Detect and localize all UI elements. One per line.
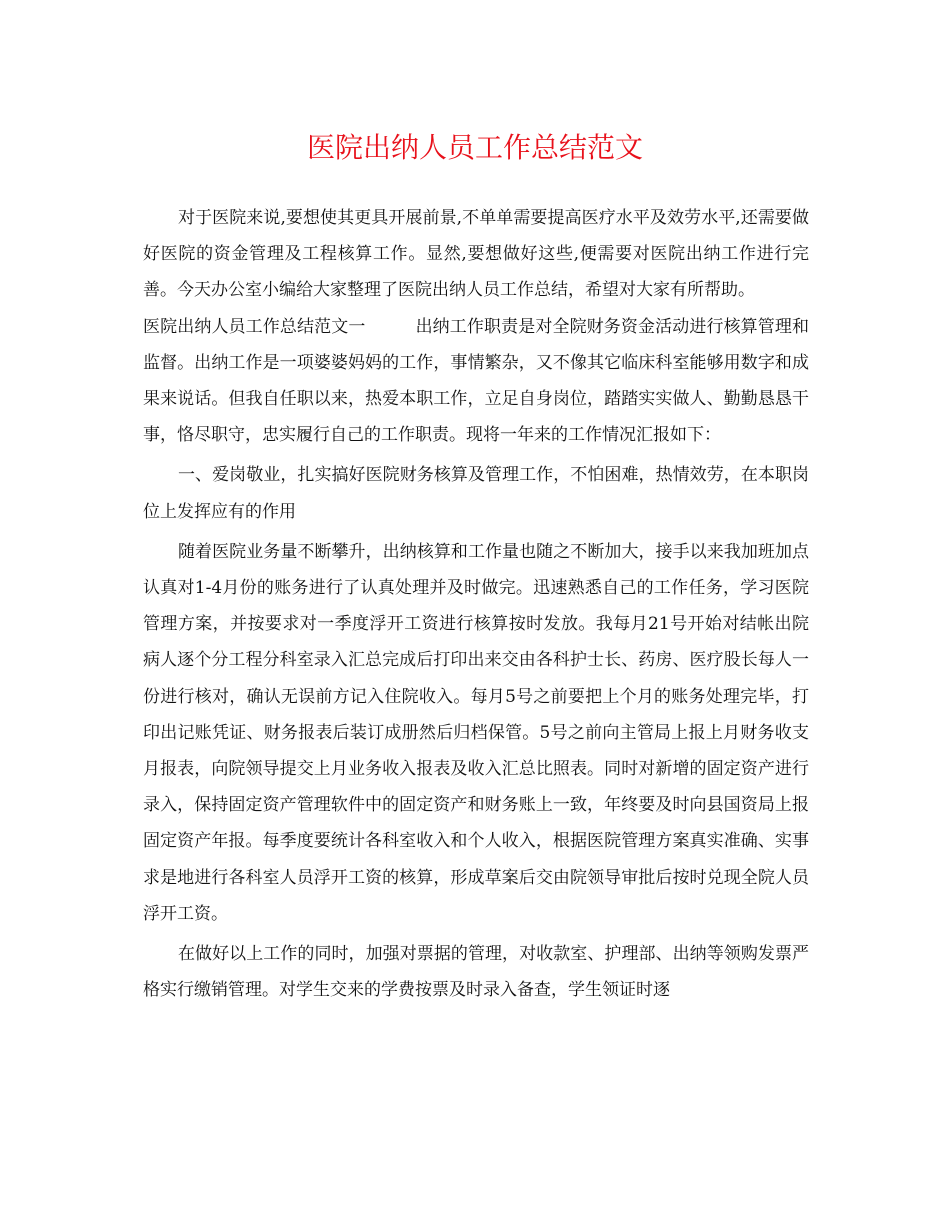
- paragraph-invoices: 在做好以上工作的同时，加强对票据的管理，对收款室、护理部、出纳等领购发票严格实行缴销管理。对学生交来的学费按票及时录入备查，学生领证时逐: [143, 944, 809, 1001]
- document-body: [143, 200, 809, 1008]
- section-label: 医院出纳人员工作总结范文一: [143, 316, 366, 337]
- paragraph-section-one: [143, 309, 809, 454]
- paragraph-heading-one: 一、爱岗敬业，扎实搞好医院财务核算及管理工作，不怕困难，热情效劳，在本职岗位上发挥应有的作用: [143, 465, 809, 522]
- paragraph-duty: 出纳工作职责是对全院财务资金活动进行核算管理和监督。出纳工作是一项婆婆妈妈的工作，事情繁杂，又不像其它临床科室能够用数字和成果来说话。但我自任职以来，热爱本职工作，立足自身岗位，踏踏实实做人、勤勤恳恳干事，恪尽职守，忠实履行自己的工作职责。现将一年来的工作情况汇报如下：: [143, 316, 810, 446]
- paragraph-intro: 对于医院来说,要想使其更具开展前景,不单单需要提高医疗水平及效劳水平,还需要做好医院的资金管理及工程核算工作。显然,要想做好这些,便需要对医院出纳工作进行完善。今天办公室小编给大家整理了医院出纳人员工作总结，希望对大家有所帮助。: [143, 208, 809, 301]
- document-title: 医院出纳人员工作总结范文: [306, 131, 643, 164]
- paragraph-accounting: 随着医院业务量不断攀升，出纳核算和工作量也随之不断加大，接手以来我加班加点认真对1-4月份的账务进行了认真处理并及时做完。迅速熟悉自己的工作任务，学习医院管理方案，并按要求对一季度浮开工资进行核算按时发放。我每月21号开始对结帐出院病人逐个分工程分科室录入汇总完成后打印出来交由各科护士长、药房、医疗股长每人一份进行核对，确认无误前方记入住院收入。每月5号之前要把上个月的账务处理完毕，打印出记账凭证、财务报表后装订成册然后归档保管。5号之前向主管局上报上月财务收支月报表，向院领导提交上月业务收入报表及收入汇总比照表。同时对新增的固定资产进行录入，保持固定资产管理软件中的固定资产和财务账上一致，年终要及时向县国资局上报固定资产年报。每季度要统计各科室收入和个人收入，根据医院管理方案真实准确、实事求是地进行各科室人员浮开工资的核算，形成草案后交由院领导审批后按时兑现全院人员浮开工资。: [143, 541, 809, 924]
